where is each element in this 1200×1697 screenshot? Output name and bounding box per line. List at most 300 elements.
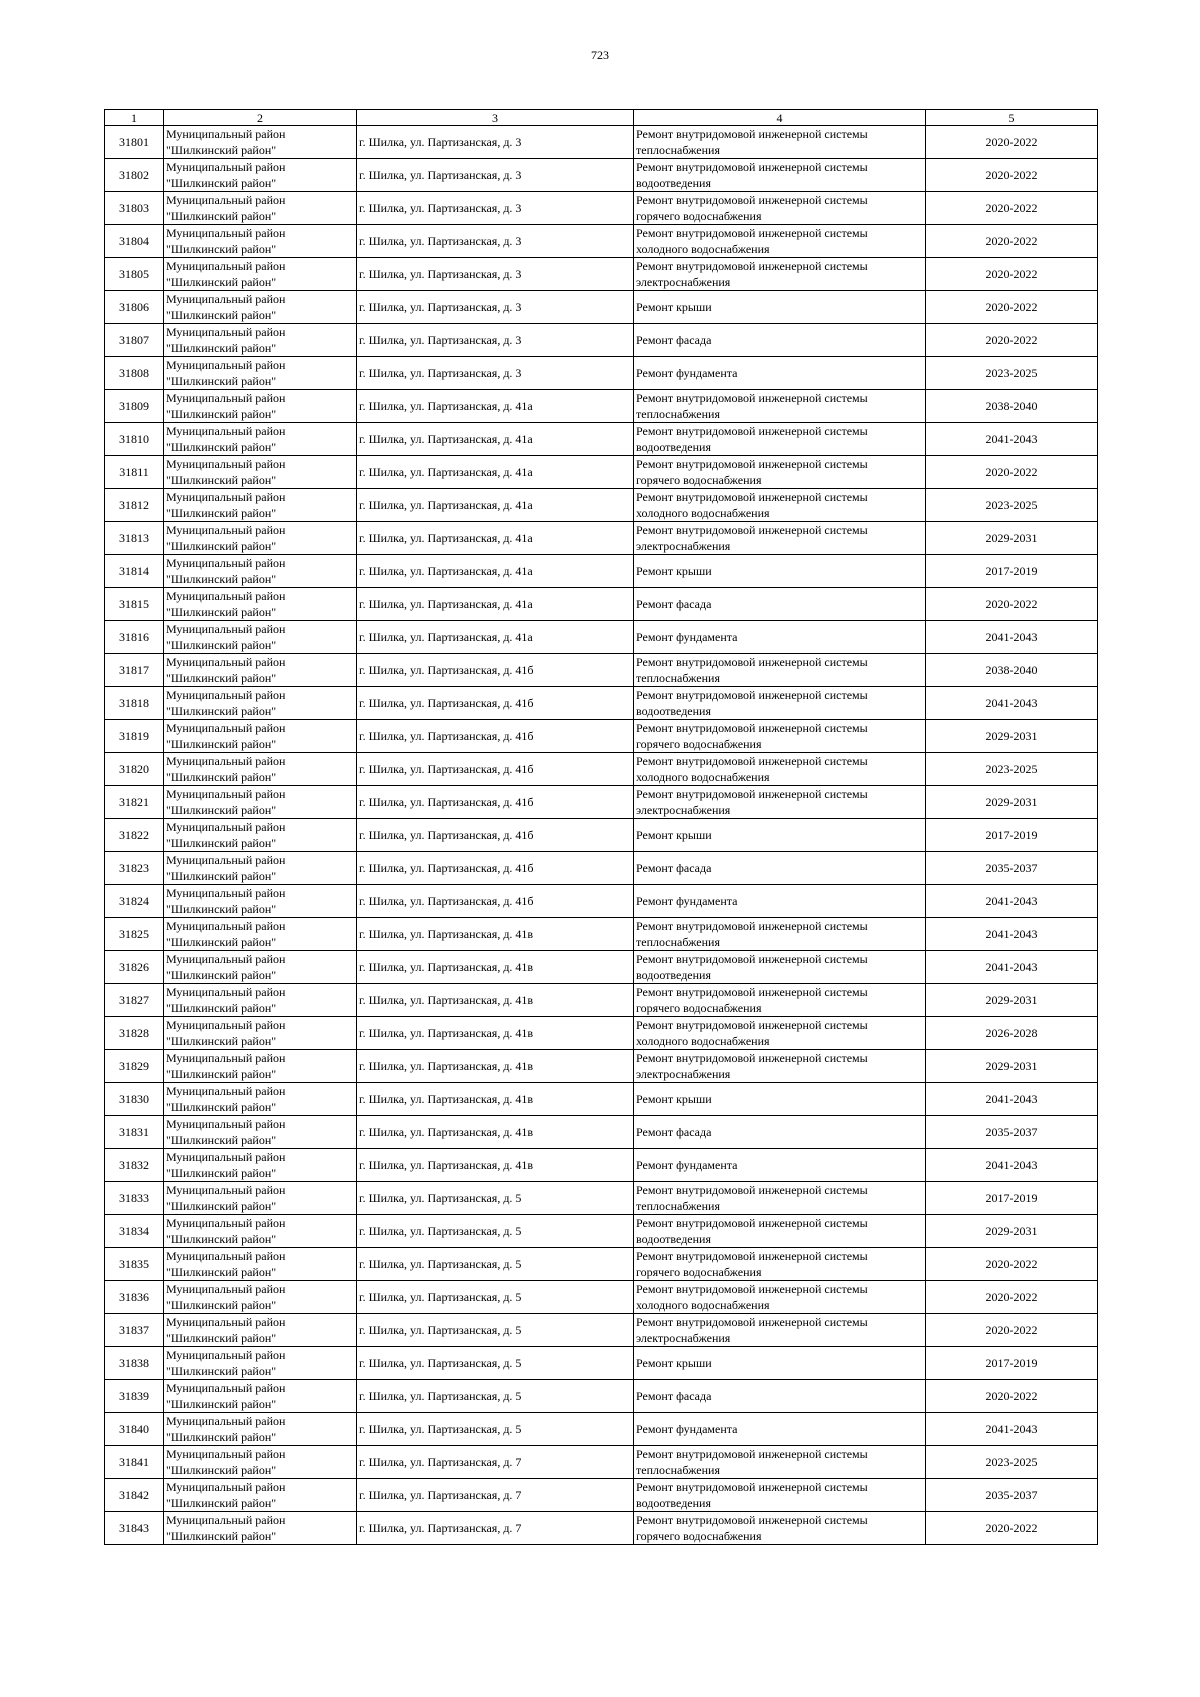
table-row xyxy=(105,1479,1098,1512)
work-type-line: Ремонт внутридомовой инженерной системы xyxy=(636,424,868,438)
row-number-cell: 31832 xyxy=(105,1149,164,1182)
work-type-cell xyxy=(634,489,926,522)
work-type-cell xyxy=(634,1446,926,1479)
municipality-line: "Шилкинский район" xyxy=(166,1265,277,1279)
period-cell: 2023-2025 xyxy=(926,489,1098,522)
work-type-line: Ремонт внутридомовой инженерной системы xyxy=(636,490,868,504)
address-cell: г. Шилка, ул. Партизанская, д. 5 xyxy=(357,1248,634,1281)
municipality-line: "Шилкинский район" xyxy=(166,770,277,784)
municipality-cell xyxy=(164,291,357,324)
municipality-line: "Шилкинский район" xyxy=(166,275,277,289)
municipality-line: "Шилкинский район" xyxy=(166,935,277,949)
municipality-cell xyxy=(164,1215,357,1248)
work-type-cell xyxy=(634,918,926,951)
municipality-cell xyxy=(164,819,357,852)
work-type-cell xyxy=(634,1413,926,1446)
row-number-cell: 31823 xyxy=(105,852,164,885)
address-cell: г. Шилка, ул. Партизанская, д. 41в xyxy=(357,918,634,951)
municipality-line: "Шилкинский район" xyxy=(166,605,277,619)
table-row xyxy=(105,885,1098,918)
work-type-cell xyxy=(634,225,926,258)
work-type-line: Ремонт фундамента xyxy=(636,894,738,908)
period-cell: 2026-2028 xyxy=(926,1017,1098,1050)
period-cell: 2020-2022 xyxy=(926,1314,1098,1347)
period-cell: 2041-2043 xyxy=(926,951,1098,984)
municipality-line: "Шилкинский район" xyxy=(166,968,277,982)
column-header: 3 xyxy=(357,110,634,126)
work-type-line: Ремонт крыши xyxy=(636,1356,712,1370)
work-type-line: водоотведения xyxy=(636,440,711,454)
municipality-line: "Шилкинский район" xyxy=(166,308,277,322)
address-cell: г. Шилка, ул. Партизанская, д. 7 xyxy=(357,1479,634,1512)
table-row xyxy=(105,852,1098,885)
address-cell: г. Шилка, ул. Партизанская, д. 5 xyxy=(357,1347,634,1380)
period-cell: 2035-2037 xyxy=(926,1116,1098,1149)
work-type-cell xyxy=(634,852,926,885)
address-cell: г. Шилка, ул. Партизанская, д. 41в xyxy=(357,1050,634,1083)
table-row xyxy=(105,225,1098,258)
work-type-line: Ремонт внутридомовой инженерной системы xyxy=(636,1513,868,1527)
municipality-cell xyxy=(164,1479,357,1512)
period-cell: 2020-2022 xyxy=(926,1380,1098,1413)
municipality-line: "Шилкинский район" xyxy=(166,341,277,355)
work-type-line: Ремонт внутридомовой инженерной системы xyxy=(636,1183,868,1197)
municipality-line: Муниципальный район xyxy=(166,622,286,636)
work-type-line: Ремонт внутридомовой инженерной системы xyxy=(636,1480,868,1494)
row-number-cell: 31839 xyxy=(105,1380,164,1413)
table-row xyxy=(105,984,1098,1017)
work-type-line: теплоснабжения xyxy=(636,407,720,421)
municipality-line: Муниципальный район xyxy=(166,1381,286,1395)
period-cell: 2017-2019 xyxy=(926,1347,1098,1380)
work-type-line: горячего водоснабжения xyxy=(636,1001,762,1015)
work-type-line: Ремонт внутридомовой инженерной системы xyxy=(636,457,868,471)
address-cell: г. Шилка, ул. Партизанская, д. 41в xyxy=(357,1083,634,1116)
work-type-line: Ремонт фундамента xyxy=(636,1422,738,1436)
municipality-line: "Шилкинский район" xyxy=(166,506,277,520)
period-cell: 2020-2022 xyxy=(926,225,1098,258)
municipality-cell xyxy=(164,357,357,390)
work-type-line: электроснабжения xyxy=(636,539,731,553)
address-cell: г. Шилка, ул. Партизанская, д. 41в xyxy=(357,1017,634,1050)
period-cell: 2041-2043 xyxy=(926,621,1098,654)
address-cell: г. Шилка, ул. Партизанская, д. 3 xyxy=(357,258,634,291)
municipality-line: Муниципальный район xyxy=(166,358,286,372)
municipality-cell xyxy=(164,654,357,687)
municipality-line: Муниципальный район xyxy=(166,1447,286,1461)
municipality-line: Муниципальный район xyxy=(166,1513,286,1527)
address-cell: г. Шилка, ул. Партизанская, д. 3 xyxy=(357,291,634,324)
municipality-cell xyxy=(164,588,357,621)
municipality-line: Муниципальный район xyxy=(166,1117,286,1131)
period-cell: 2038-2040 xyxy=(926,654,1098,687)
municipality-line: Муниципальный район xyxy=(166,160,286,174)
table-row xyxy=(105,1050,1098,1083)
work-type-line: электроснабжения xyxy=(636,275,731,289)
work-type-cell xyxy=(634,984,926,1017)
address-cell: г. Шилка, ул. Партизанская, д. 41б xyxy=(357,687,634,720)
table-row xyxy=(105,786,1098,819)
municipality-cell xyxy=(164,522,357,555)
period-cell: 2020-2022 xyxy=(926,1281,1098,1314)
row-number-cell: 31838 xyxy=(105,1347,164,1380)
municipality-line: Муниципальный район xyxy=(166,556,286,570)
municipality-line: "Шилкинский район" xyxy=(166,572,277,586)
work-type-line: Ремонт внутридомовой инженерной системы xyxy=(636,160,868,174)
municipality-line: Муниципальный район xyxy=(166,523,286,537)
work-type-line: горячего водоснабжения xyxy=(636,473,762,487)
municipality-cell xyxy=(164,423,357,456)
work-type-line: электроснабжения xyxy=(636,1331,731,1345)
municipality-line: "Шилкинский район" xyxy=(166,1397,277,1411)
row-number-cell: 31820 xyxy=(105,753,164,786)
row-number-cell: 31803 xyxy=(105,192,164,225)
work-type-line: Ремонт внутридомовой инженерной системы xyxy=(636,721,868,735)
table-row xyxy=(105,324,1098,357)
municipality-cell xyxy=(164,159,357,192)
address-cell: г. Шилка, ул. Партизанская, д. 41а xyxy=(357,555,634,588)
address-cell: г. Шилка, ул. Партизанская, д. 3 xyxy=(357,126,634,159)
municipality-line: Муниципальный район xyxy=(166,325,286,339)
work-type-cell xyxy=(634,819,926,852)
address-cell: г. Шилка, ул. Партизанская, д. 41а xyxy=(357,423,634,456)
municipality-line: "Шилкинский район" xyxy=(166,704,277,718)
row-number-cell: 31821 xyxy=(105,786,164,819)
address-cell: г. Шилка, ул. Партизанская, д. 5 xyxy=(357,1413,634,1446)
work-type-line: горячего водоснабжения xyxy=(636,209,762,223)
work-type-line: Ремонт фасада xyxy=(636,333,712,347)
address-cell: г. Шилка, ул. Партизанская, д. 41а xyxy=(357,588,634,621)
work-type-cell xyxy=(634,324,926,357)
municipality-line: Муниципальный район xyxy=(166,787,286,801)
municipality-line: "Шилкинский район" xyxy=(166,209,277,223)
row-number-cell: 31818 xyxy=(105,687,164,720)
work-type-cell xyxy=(634,1281,926,1314)
municipality-cell xyxy=(164,1314,357,1347)
period-cell: 2020-2022 xyxy=(926,159,1098,192)
period-cell: 2023-2025 xyxy=(926,357,1098,390)
row-number-cell: 31827 xyxy=(105,984,164,1017)
work-type-line: водоотведения xyxy=(636,1232,711,1246)
work-type-cell xyxy=(634,522,926,555)
work-type-line: Ремонт фундамента xyxy=(636,366,738,380)
row-number-cell: 31804 xyxy=(105,225,164,258)
period-cell: 2017-2019 xyxy=(926,819,1098,852)
municipality-cell xyxy=(164,852,357,885)
municipality-cell xyxy=(164,456,357,489)
period-cell: 2020-2022 xyxy=(926,456,1098,489)
municipality-cell xyxy=(164,225,357,258)
work-type-cell xyxy=(634,951,926,984)
table-row xyxy=(105,819,1098,852)
work-type-cell xyxy=(634,555,926,588)
column-number-header xyxy=(105,110,1098,126)
address-cell: г. Шилка, ул. Партизанская, д. 41а xyxy=(357,621,634,654)
municipality-cell xyxy=(164,984,357,1017)
column-header: 4 xyxy=(634,110,926,126)
municipality-line: "Шилкинский район" xyxy=(166,1199,277,1213)
municipality-line: "Шилкинский район" xyxy=(166,1463,277,1477)
address-cell: г. Шилка, ул. Партизанская, д. 41б xyxy=(357,753,634,786)
row-number-cell: 31810 xyxy=(105,423,164,456)
work-type-cell xyxy=(634,456,926,489)
work-type-line: холодного водоснабжения xyxy=(636,770,770,784)
work-type-line: Ремонт фундамента xyxy=(636,1158,738,1172)
period-cell: 2041-2043 xyxy=(926,687,1098,720)
work-type-line: водоотведения xyxy=(636,1496,711,1510)
municipality-cell xyxy=(164,555,357,588)
period-cell: 2020-2022 xyxy=(926,1512,1098,1545)
row-number-cell: 31830 xyxy=(105,1083,164,1116)
table-row xyxy=(105,1182,1098,1215)
table-row xyxy=(105,1248,1098,1281)
column-header: 5 xyxy=(926,110,1098,126)
municipality-cell xyxy=(164,1281,357,1314)
municipality-line: "Шилкинский район" xyxy=(166,1133,277,1147)
work-type-line: холодного водоснабжения xyxy=(636,1298,770,1312)
municipality-cell xyxy=(164,621,357,654)
municipality-cell xyxy=(164,1413,357,1446)
work-type-line: Ремонт внутридомовой инженерной системы xyxy=(636,391,868,405)
work-type-cell xyxy=(634,1149,926,1182)
period-cell: 2020-2022 xyxy=(926,258,1098,291)
table-row xyxy=(105,126,1098,159)
address-cell: г. Шилка, ул. Партизанская, д. 41а xyxy=(357,390,634,423)
work-type-cell xyxy=(634,1215,926,1248)
work-type-line: Ремонт крыши xyxy=(636,1092,712,1106)
municipality-line: "Шилкинский район" xyxy=(166,737,277,751)
row-number-cell: 31842 xyxy=(105,1479,164,1512)
work-type-line: теплоснабжения xyxy=(636,935,720,949)
row-number-cell: 31817 xyxy=(105,654,164,687)
work-type-line: теплоснабжения xyxy=(636,1199,720,1213)
address-cell: г. Шилка, ул. Партизанская, д. 41в xyxy=(357,984,634,1017)
municipality-line: "Шилкинский район" xyxy=(166,1100,277,1114)
table-row xyxy=(105,687,1098,720)
table-row xyxy=(105,1446,1098,1479)
municipality-line: Муниципальный район xyxy=(166,424,286,438)
table-row xyxy=(105,588,1098,621)
work-type-cell xyxy=(634,1083,926,1116)
table-row xyxy=(105,390,1098,423)
table-row xyxy=(105,456,1098,489)
municipality-line: "Шилкинский район" xyxy=(166,1331,277,1345)
table-row xyxy=(105,654,1098,687)
row-number-cell: 31829 xyxy=(105,1050,164,1083)
work-type-cell xyxy=(634,1314,926,1347)
period-cell: 2029-2031 xyxy=(926,1050,1098,1083)
municipality-line: Муниципальный район xyxy=(166,226,286,240)
work-type-line: Ремонт внутридомовой инженерной системы xyxy=(636,1315,868,1329)
work-type-line: Ремонт крыши xyxy=(636,300,712,314)
period-cell: 2020-2022 xyxy=(926,126,1098,159)
municipality-line: Муниципальный район xyxy=(166,391,286,405)
work-type-cell xyxy=(634,786,926,819)
municipality-line: "Шилкинский район" xyxy=(166,1496,277,1510)
column-header: 1 xyxy=(105,110,164,126)
municipality-cell xyxy=(164,918,357,951)
row-number-cell: 31825 xyxy=(105,918,164,951)
municipality-line: "Шилкинский район" xyxy=(166,407,277,421)
address-cell: г. Шилка, ул. Партизанская, д. 5 xyxy=(357,1182,634,1215)
work-type-cell xyxy=(634,885,926,918)
work-type-line: горячего водоснабжения xyxy=(636,737,762,751)
work-type-line: горячего водоснабжения xyxy=(636,1265,762,1279)
municipality-line: Муниципальный район xyxy=(166,1348,286,1362)
table-row xyxy=(105,1083,1098,1116)
work-type-line: горячего водоснабжения xyxy=(636,1529,762,1543)
table-row xyxy=(105,1017,1098,1050)
municipality-line: "Шилкинский район" xyxy=(166,1166,277,1180)
municipality-cell xyxy=(164,1512,357,1545)
municipality-cell xyxy=(164,1446,357,1479)
table-row xyxy=(105,918,1098,951)
municipality-line: Муниципальный район xyxy=(166,754,286,768)
row-number-cell: 31835 xyxy=(105,1248,164,1281)
period-cell: 2038-2040 xyxy=(926,390,1098,423)
municipality-cell xyxy=(164,390,357,423)
row-number-cell: 31824 xyxy=(105,885,164,918)
work-type-line: Ремонт фасада xyxy=(636,1125,712,1139)
row-number-cell: 31805 xyxy=(105,258,164,291)
column-header: 2 xyxy=(164,110,357,126)
row-number-cell: 31840 xyxy=(105,1413,164,1446)
municipality-line: Муниципальный район xyxy=(166,589,286,603)
period-cell: 2023-2025 xyxy=(926,1446,1098,1479)
municipality-line: Муниципальный район xyxy=(166,193,286,207)
work-type-line: Ремонт крыши xyxy=(636,564,712,578)
address-cell: г. Шилка, ул. Партизанская, д. 3 xyxy=(357,324,634,357)
work-type-line: Ремонт крыши xyxy=(636,828,712,842)
period-cell: 2017-2019 xyxy=(926,555,1098,588)
work-type-line: электроснабжения xyxy=(636,803,731,817)
municipality-line: "Шилкинский район" xyxy=(166,1001,277,1015)
work-type-cell xyxy=(634,390,926,423)
work-type-cell xyxy=(634,621,926,654)
row-number-cell: 31822 xyxy=(105,819,164,852)
municipality-cell xyxy=(164,258,357,291)
work-type-cell xyxy=(634,1017,926,1050)
municipality-line: Муниципальный район xyxy=(166,457,286,471)
period-cell: 2029-2031 xyxy=(926,1215,1098,1248)
municipality-line: "Шилкинский район" xyxy=(166,638,277,652)
row-number-cell: 31831 xyxy=(105,1116,164,1149)
work-type-line: водоотведения xyxy=(636,704,711,718)
municipality-line: "Шилкинский район" xyxy=(166,869,277,883)
address-cell: г. Шилка, ул. Партизанская, д. 41б xyxy=(357,852,634,885)
address-cell: г. Шилка, ул. Партизанская, д. 41б xyxy=(357,654,634,687)
work-type-cell xyxy=(634,258,926,291)
municipality-cell xyxy=(164,489,357,522)
address-cell: г. Шилка, ул. Партизанская, д. 41в xyxy=(357,1149,634,1182)
municipality-cell xyxy=(164,885,357,918)
table-row xyxy=(105,423,1098,456)
municipality-cell xyxy=(164,1380,357,1413)
address-cell: г. Шилка, ул. Партизанская, д. 5 xyxy=(357,1314,634,1347)
period-cell: 2020-2022 xyxy=(926,1248,1098,1281)
municipality-line: Муниципальный район xyxy=(166,853,286,867)
address-cell: г. Шилка, ул. Партизанская, д. 5 xyxy=(357,1281,634,1314)
municipality-line: "Шилкинский район" xyxy=(166,374,277,388)
municipality-cell xyxy=(164,1050,357,1083)
municipality-cell xyxy=(164,720,357,753)
table-row xyxy=(105,1380,1098,1413)
municipality-line: "Шилкинский район" xyxy=(166,1034,277,1048)
period-cell: 2020-2022 xyxy=(926,588,1098,621)
period-cell: 2041-2043 xyxy=(926,1149,1098,1182)
period-cell: 2020-2022 xyxy=(926,324,1098,357)
address-cell: г. Шилка, ул. Партизанская, д. 3 xyxy=(357,225,634,258)
municipality-cell xyxy=(164,786,357,819)
row-number-cell: 31813 xyxy=(105,522,164,555)
address-cell: г. Шилка, ул. Партизанская, д. 41б xyxy=(357,819,634,852)
work-type-cell xyxy=(634,588,926,621)
address-cell: г. Шилка, ул. Партизанская, д. 3 xyxy=(357,357,634,390)
row-number-cell: 31806 xyxy=(105,291,164,324)
address-cell: г. Шилка, ул. Партизанская, д. 41б xyxy=(357,786,634,819)
table-row xyxy=(105,753,1098,786)
municipality-line: Муниципальный район xyxy=(166,886,286,900)
work-type-line: Ремонт внутридомовой инженерной системы xyxy=(636,655,868,669)
municipality-line: Муниципальный район xyxy=(166,1183,286,1197)
municipality-line: "Шилкинский район" xyxy=(166,1529,277,1543)
work-type-line: Ремонт внутридомовой инженерной системы xyxy=(636,1249,868,1263)
period-cell: 2029-2031 xyxy=(926,522,1098,555)
work-type-cell xyxy=(634,423,926,456)
period-cell: 2041-2043 xyxy=(926,918,1098,951)
work-type-cell xyxy=(634,1182,926,1215)
work-type-line: Ремонт внутридомовой инженерной системы xyxy=(636,127,868,141)
row-number-cell: 31814 xyxy=(105,555,164,588)
municipality-line: "Шилкинский район" xyxy=(166,1298,277,1312)
period-cell: 2041-2043 xyxy=(926,1083,1098,1116)
municipality-line: "Шилкинский район" xyxy=(166,143,277,157)
work-type-line: Ремонт внутридомовой инженерной системы xyxy=(636,259,868,273)
table-row xyxy=(105,1413,1098,1446)
work-type-line: водоотведения xyxy=(636,968,711,982)
municipality-line: "Шилкинский район" xyxy=(166,1067,277,1081)
municipality-line: Муниципальный район xyxy=(166,721,286,735)
municipality-line: "Шилкинский район" xyxy=(166,1232,277,1246)
period-cell: 2029-2031 xyxy=(926,720,1098,753)
municipality-line: Муниципальный район xyxy=(166,820,286,834)
period-cell: 2020-2022 xyxy=(926,291,1098,324)
page-number: 723 xyxy=(591,48,609,62)
address-cell: г. Шилка, ул. Партизанская, д. 41б xyxy=(357,885,634,918)
work-type-line: Ремонт внутридомовой инженерной системы xyxy=(636,523,868,537)
row-number-cell: 31836 xyxy=(105,1281,164,1314)
table-row xyxy=(105,258,1098,291)
municipality-cell xyxy=(164,1248,357,1281)
work-type-cell xyxy=(634,654,926,687)
work-type-line: электроснабжения xyxy=(636,1067,731,1081)
row-number-cell: 31843 xyxy=(105,1512,164,1545)
work-type-line: Ремонт внутридомовой инженерной системы xyxy=(636,952,868,966)
address-cell: г. Шилка, ул. Партизанская, д. 41в xyxy=(357,951,634,984)
period-cell: 2023-2025 xyxy=(926,753,1098,786)
municipality-line: "Шилкинский район" xyxy=(166,242,277,256)
row-number-cell: 31826 xyxy=(105,951,164,984)
municipality-cell xyxy=(164,1182,357,1215)
work-type-line: холодного водоснабжения xyxy=(636,242,770,256)
work-type-cell xyxy=(634,192,926,225)
work-type-cell xyxy=(634,126,926,159)
municipality-line: Муниципальный район xyxy=(166,1315,286,1329)
period-cell: 2041-2043 xyxy=(926,885,1098,918)
municipality-line: Муниципальный район xyxy=(166,1084,286,1098)
work-type-line: Ремонт фасада xyxy=(636,861,712,875)
work-type-line: Ремонт внутридомовой инженерной системы xyxy=(636,919,868,933)
